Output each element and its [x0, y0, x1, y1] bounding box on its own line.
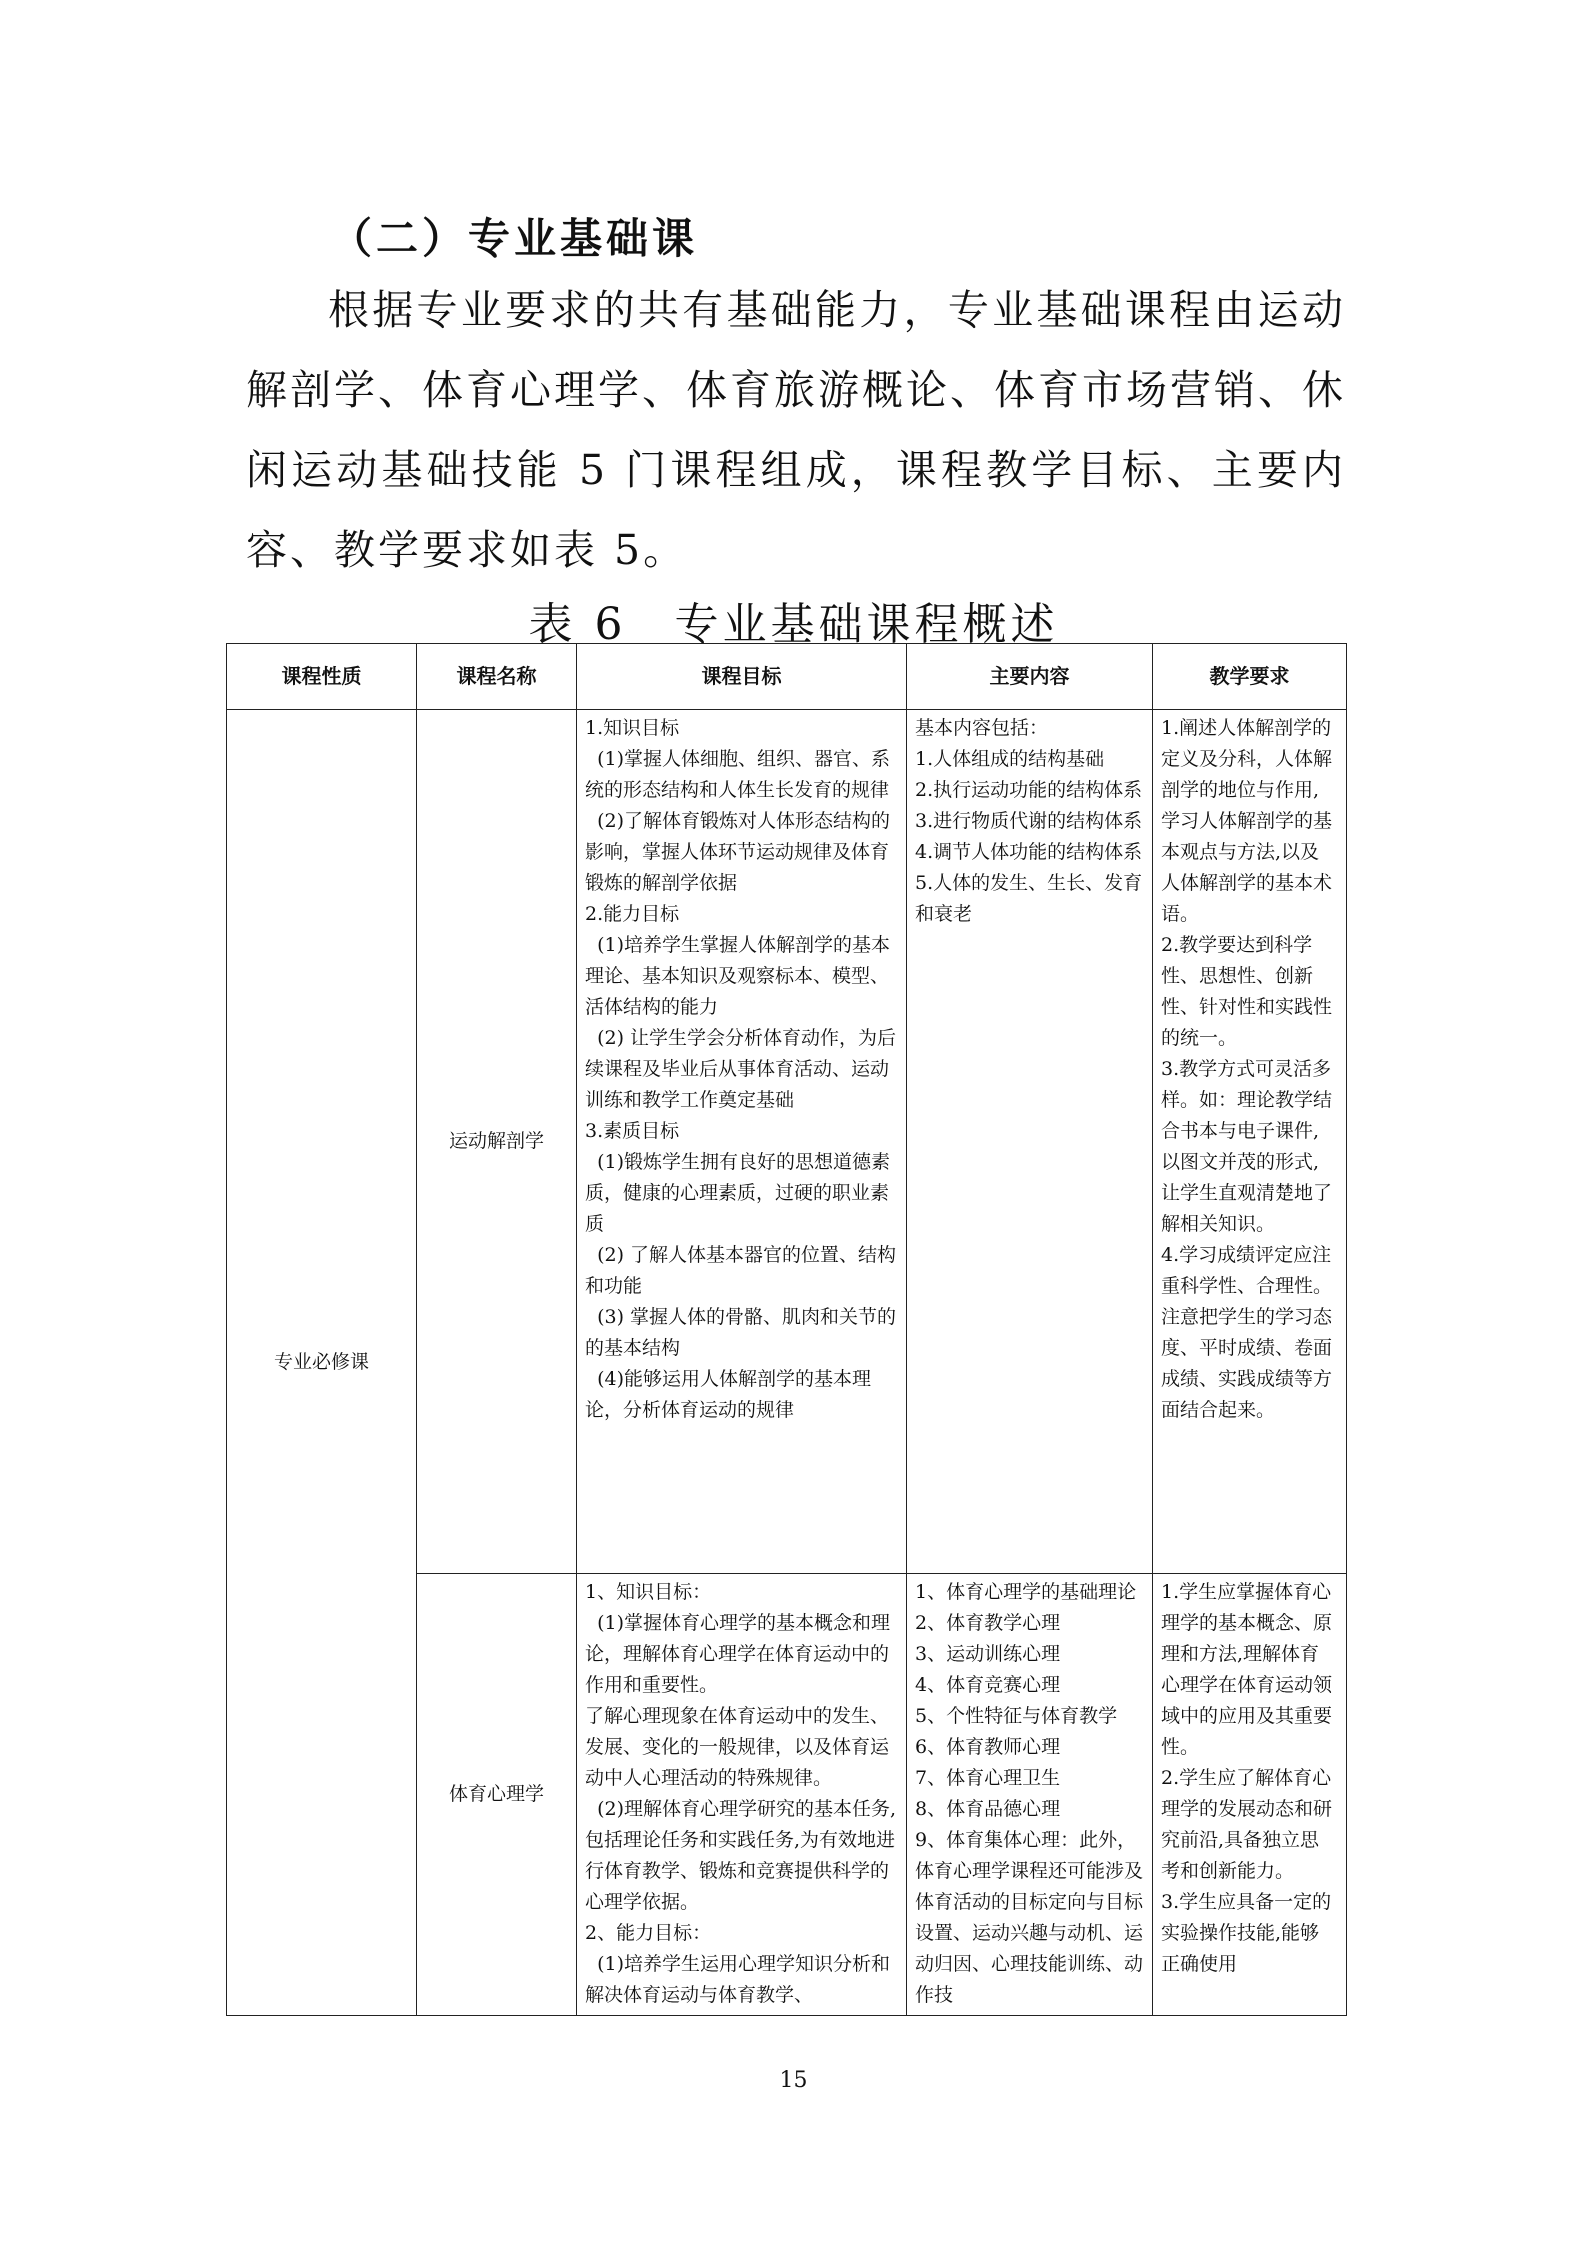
header-course-goals: 课程目标 [577, 644, 907, 710]
intro-paragraph: 根据专业要求的共有基础能力，专业基础课程由运动解剖学、体育心理学、体育旅游概论、体育市场营销、休闲运动基础技能 5 门课程组成，课程教学目标、主要内容、教学要求如表 5。 [246, 286, 1346, 574]
course-goals-text: 1、知识目标： (1)掌握体育心理学的基本概念和理论，理解体育心理学在体育运动中的作用和重要性。 了解心理现象在体育运动中的发生、发展、变化的一般规律，以及体育运动中人心理活动的特殊规律。 (2)理解体育心理学研究的基本任务,包括理论任务和实践任务,为有效地进行体育教学、锻炼和竞赛提供科学的心理学依据。 2、能力目标： (1)培养学生运用心理学知识分析和解决体育运动与体育教学、 [585, 1581, 897, 2006]
header-teaching-requirements: 教学要求 [1153, 644, 1347, 710]
main-content-text: 1、体育心理学的基础理论 2、体育教学心理 3、运动训练心理 4、体育竞赛心理 5、个性特征与体育教学 6、体育教师心理 7、体育心理卫生 8、体育品德心理 9、体育集体心理：此外，体育心理学课程还可能涉及体育活动的目标定向与目标设置、运动兴趣与动机、运动归因、心理技能训练、动作技 [915, 1581, 1144, 2006]
header-course-name: 课程名称 [417, 644, 577, 710]
teaching-requirements-text: 1.学生应掌握体育心理学的基本概念、原理和方法,理解体育心理学在体育运动领域中的应用及其重要性。 2.学生应了解体育心理学的发展动态和研究前沿,具备独立思考和创新能力。 3.学生应具备一定的实验操作技能,能够正确使用 [1161, 1581, 1333, 1975]
course-name-cell: 体育心理学 [417, 1574, 577, 2016]
course-goals-text: 1.知识目标 (1)掌握人体细胞、组织、器官、系统的形态结构和人体生长发育的规律 (2)了解体育锻炼对人体形态结构的影响，掌握人体环节运动规律及体育锻炼的解剖学依据 2.能力目标 (1)培养学生掌握人体解剖学的基本理论、基本知识及观察标本、模型、活体结构的能力 (2) 让学生学会分析体育动作，为后续课程及毕业后从事体育活动、运动训练和教学工作奠定基础 3.素质目标 (1)锻炼学生拥有良好的思想道德素质，健康的心理素质，过硬的职业素质 (2) 了解人体基本器官的位置、结构和功能 (3) 掌握人体的骨骼、肌肉和关节的的基本结构 (4)能够运用人体解剖学的基本理论，分析体育运动的规律 [585, 717, 897, 1421]
main-content-cell [907, 1574, 1153, 2016]
course-category-cell: 专业必修课 [227, 710, 417, 2016]
main-content-cell [907, 710, 1153, 1574]
course-goals-cell [577, 1574, 907, 2016]
header-main-content: 主要内容 [907, 644, 1153, 710]
course-name-cell: 运动解剖学 [417, 710, 577, 1574]
table-caption: 表 6 专业基础课程概述 [528, 599, 1059, 650]
table-row [227, 710, 1347, 1574]
course-overview-table [226, 643, 1347, 2016]
teaching-requirements-cell [1153, 1574, 1347, 2016]
table-header-row [227, 644, 1347, 710]
teaching-requirements-cell [1153, 710, 1347, 1574]
main-content-text: 基本内容包括： 1.人体组成的结构基础 2.执行运动功能的结构体系 3.进行物质代谢的结构体系 4.调节人体功能的结构体系 5.人体的发生、生长、发育和衰老 [915, 717, 1143, 925]
course-goals-cell [577, 710, 907, 1574]
teaching-requirements-text: 1.阐述人体解剖学的定义及分科，人体解剖学的地位与作用,学习人体解剖学的基本观点与方法,以及人体解剖学的基本术语。 2.教学要达到科学性、思想性、创新性、针对性和实践性的统一。 3.教学方式可灵活多样。如：理论教学结合书本与电子课件,以图文并茂的形式,让学生直观清楚地了解相关知识。 4.学习成绩评定应注重科学性、合理性。注意把学生的学习态度、平时成绩、卷面成绩、实践成绩等方面结合起来。 [1161, 717, 1333, 1421]
section-heading: （二）专业基础课 [330, 214, 699, 263]
page-number: 15 [779, 2068, 808, 2093]
header-course-type: 课程性质 [227, 644, 417, 710]
